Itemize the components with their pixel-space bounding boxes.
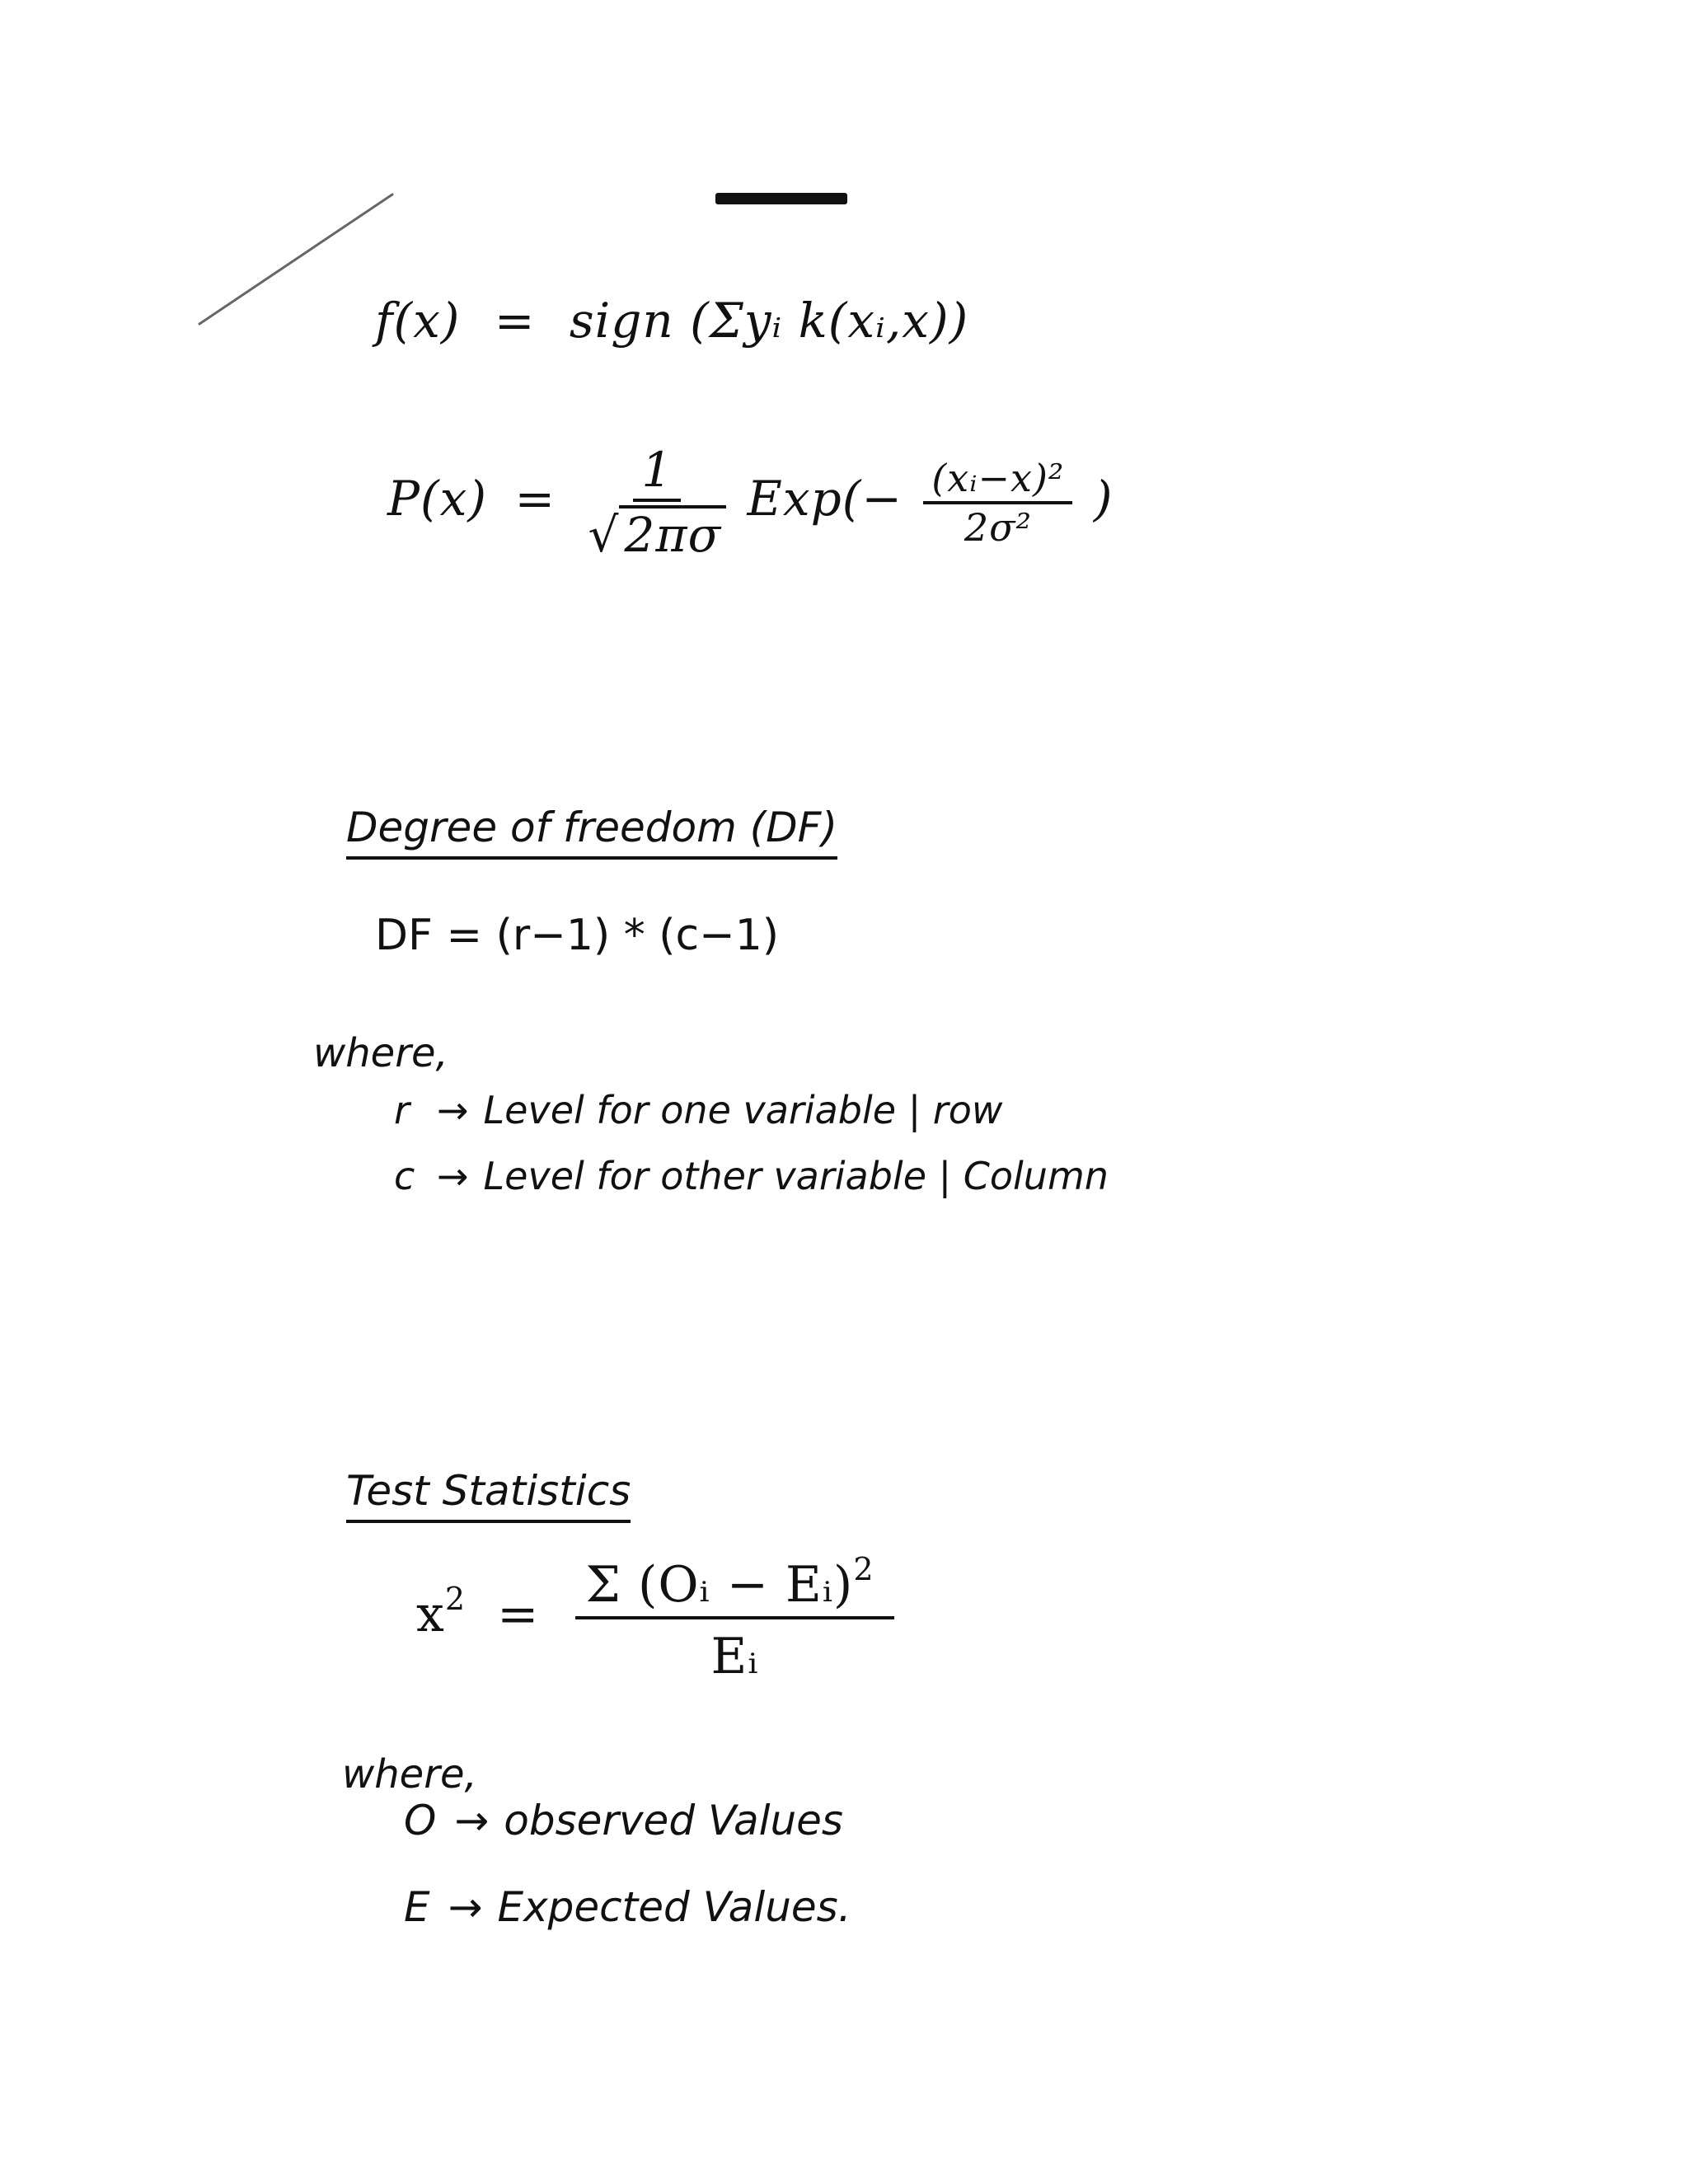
- f2-exp-denominator: 2σ²: [964, 504, 1032, 550]
- f2-exp-pre: Exp(−: [747, 470, 903, 527]
- chi-lhs: x: [416, 1586, 445, 1644]
- f2-lhs: P(x): [387, 470, 487, 527]
- stray-pen-line: [198, 188, 396, 328]
- df-heading: Degree of freedom (DF): [346, 804, 837, 860]
- df-def-text: Level for other variable | Column: [483, 1154, 1109, 1198]
- f1-lhs: f(x): [375, 293, 461, 349]
- chi-lhs-sup: 2: [444, 1581, 467, 1618]
- gaussian-formula: [387, 442, 1114, 563]
- df-where-label: where,: [313, 1030, 448, 1076]
- test-def-symbol: O: [404, 1797, 437, 1844]
- chi-denominator: Eᵢ: [710, 1628, 759, 1685]
- df-def-row: [394, 1154, 1109, 1198]
- chi-numerator-text: Σ (Oᵢ − Eᵢ): [585, 1556, 854, 1614]
- f1-equals: =: [494, 293, 536, 349]
- f2-denominator: [588, 502, 726, 563]
- f2-exp-fraction: [923, 455, 1072, 550]
- f2-numerator: 1: [633, 445, 681, 502]
- chi-numerator-sup: 2: [853, 1551, 874, 1587]
- arrow-right-icon: →: [448, 1883, 483, 1931]
- arrow-right-icon: →: [437, 1154, 469, 1198]
- test-def-text: observed Values: [504, 1797, 843, 1844]
- chi-equals: =: [497, 1586, 540, 1644]
- arrow-right-icon: →: [437, 1088, 469, 1132]
- test-stat-heading: Test Statistics: [346, 1467, 631, 1523]
- f2-exp-numerator: (xᵢ−x)²: [923, 458, 1072, 504]
- top-ink-bar: [715, 193, 847, 204]
- test-def-symbol: E: [404, 1883, 430, 1931]
- df-def-symbol: r: [394, 1088, 410, 1132]
- df-def-symbol: c: [394, 1154, 415, 1198]
- df-def-row: [394, 1088, 1003, 1132]
- df-formula: DF = (r−1) * (c−1): [375, 911, 780, 960]
- svm-decision-formula: [375, 293, 968, 349]
- test-where-label: where,: [342, 1751, 477, 1797]
- df-def-text: Level for one variable | row: [483, 1088, 1003, 1132]
- f1-rhs: sign (Σyᵢ k(xᵢ,x)): [569, 293, 969, 349]
- sqrt-icon: √: [588, 506, 620, 563]
- test-def-row: [404, 1797, 843, 1844]
- f2-fraction: [588, 442, 726, 563]
- f2-equals: =: [514, 470, 556, 527]
- arrow-right-icon: →: [454, 1797, 490, 1844]
- f2-den-radicand: 2πσ: [619, 505, 726, 560]
- f2-exp-post: ): [1093, 470, 1114, 527]
- test-def-text: Expected Values.: [497, 1883, 851, 1931]
- chi-numerator: [575, 1551, 893, 1619]
- test-def-row: [404, 1883, 851, 1931]
- chi-square-formula: [416, 1551, 899, 1685]
- chi-fraction: [575, 1551, 893, 1685]
